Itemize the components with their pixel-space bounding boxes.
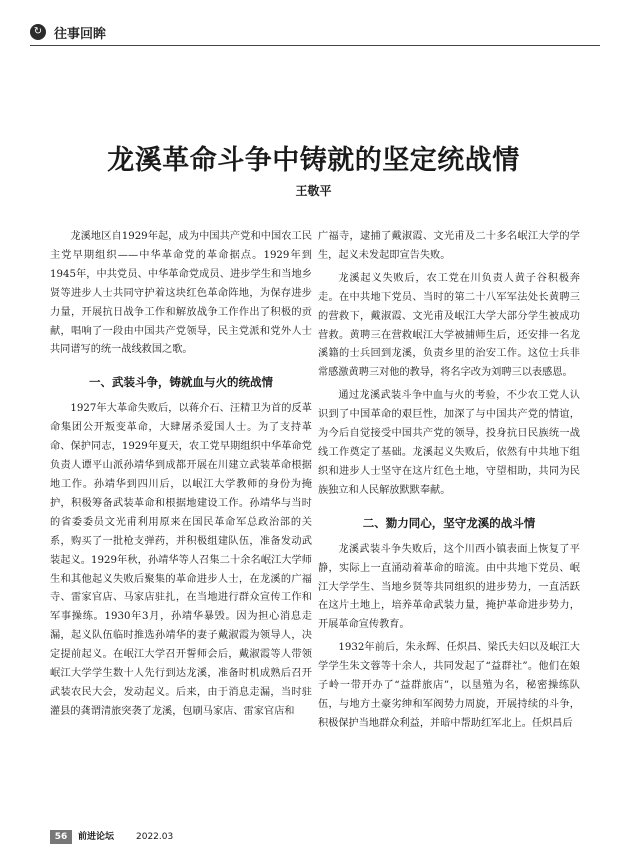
section-label: 往事回眸 [54,27,107,42]
article-author: 王敬平 [295,184,332,198]
section1-heading: 一、武装斗争，铸就血与火的统战情 [89,375,273,390]
section2-heading: 二、勠力同心，坚守龙溪的战斗情 [362,515,536,530]
right-column [318,228,580,738]
intro-paragraph: 龙溪地区自1929年起，成为中国共产党和中国农工民主党早期组织——中华革命党的革命据点。1929年到1945年，中共党员、中华革命党成员、进步学生和当地乡贤等进步人士共同守护着这块红色革命阵地，为保存进步力量，开展抗日战争工作和解放战争工作作出了积极的贡献，唱响了一段由中国共产党领导，民主党派和党外人士共同谱写的统一战线救国之歌。 [50,231,312,356]
section1-paragraph-1: 1927年大革命失败后，以蒋介石、汪精卫为首的反革命集团公开叛变革命，大肆屠杀爱国人士。为了支持革命、保护同志，1929年夏天，农工党早期组织中华革命党负责人谭平山派孙靖华到成都开展在川建立武装革命根据地工作。孙靖华到四川后，以岷江大学教师的身份为掩护，积极筹备武装革命和根据地建设工作。孙靖华与当时的省委委员文光甫利用原来在国民革命军总政治部的关系，购买了一批枪支弹药，并积极组建队伍，准备发动武装起义。1929年秋，孙靖华等人召集二十余名岷江大学师生和其他起义失败后聚集的革命进步人士，在龙溪的广福寺、雷家官店、马家店驻扎，在当地进行群众宣传工作和军事操练。1930年3月，孙靖华暴毁。因为担心消息走漏，起义队伍临时推选孙靖华的妻子戴淑霞为领导人，决定提前起义。在岷江大学召开誓师会后，戴淑霞等人带领岷江大学学生数十人先行到达龙溪，准备时机成熟后召开武装农民大会，发动起义。后来，由于消息走漏，当时驻灌县的龚谓清旅突袭了龙溪，包刷马家店、雷家官店和 [50,403,312,717]
article-title: 龙溪革命斗争中铸就的坚定统战情 [107,145,520,176]
page-number: 56 [50,830,72,844]
header-rule [30,45,600,46]
section2-paragraph-1: 龙溪武装斗争失败后，这个川西小镇表面上恢复了平静，实际上一直涌动着革命的暗流。由中共地下党员、岷江大学学生、当地乡贤等共同组织的进步势力，一直活跃在这片土地上，培养革命武装力量，掩护革命进步势力，开展革命宣传教育。 [318,543,580,631]
section1-paragraph-1-continued: 广福寺，逮捕了戴淑霞、文光甫及二十多名岷江大学的学生，起义未发起即宣告失败。 [318,231,580,261]
issue-number: 2022.03 [136,832,174,842]
history-review-icon: ↻ [30,24,46,40]
journal-name: 前进论坛 [78,832,115,842]
section2-paragraph-2: 1932年前后，朱永辉、任炽昌、梁氏夫妇以及岷江大学学生朱文蓉等十余人，共同发起了“益群社”。他们在娘子岭一带开办了“益群旅店”，以垦殖为名，秘密操练队伍，与地方土豪劣绅和军阀势力周旋，开展持续的斗争，积极保护当地群众利益，并暗中帮助红军北上。任炽昌后 [318,642,580,729]
section1-paragraph-3: 通过龙溪武装斗争中血与火的考验，不少农工党人认识到了中国革命的艰巨性，加深了与中国共产党的情谊，为今后自觉接受中国共产党的领导，投身抗日民族统一战线工作奠定了基础。龙溪起义失败后，依然有中共地下组织和进步人士坚守在这片红色土地，守望相助，共同为民族独立和人民解放默默奉献。 [318,390,580,496]
section-header [30,22,600,46]
section1-paragraph-2: 龙溪起义失败后，农工党在川负责人黄子谷积极奔走。在中共地下党员、当时的第二十八军军法处长黄聘三的营救下，戴淑霞、文光甫及岷江大学大部分学生被成功营救。黄聘三在营救岷江大学被捕师生后，还安排一名龙溪籍的士兵回到龙溪，负责乡里的治安工作。这位士兵非常感激黄聘三对他的教导，将名字改为刘聘三以表感恩。 [318,272,580,379]
page-footer [50,830,570,844]
left-column [50,228,312,726]
